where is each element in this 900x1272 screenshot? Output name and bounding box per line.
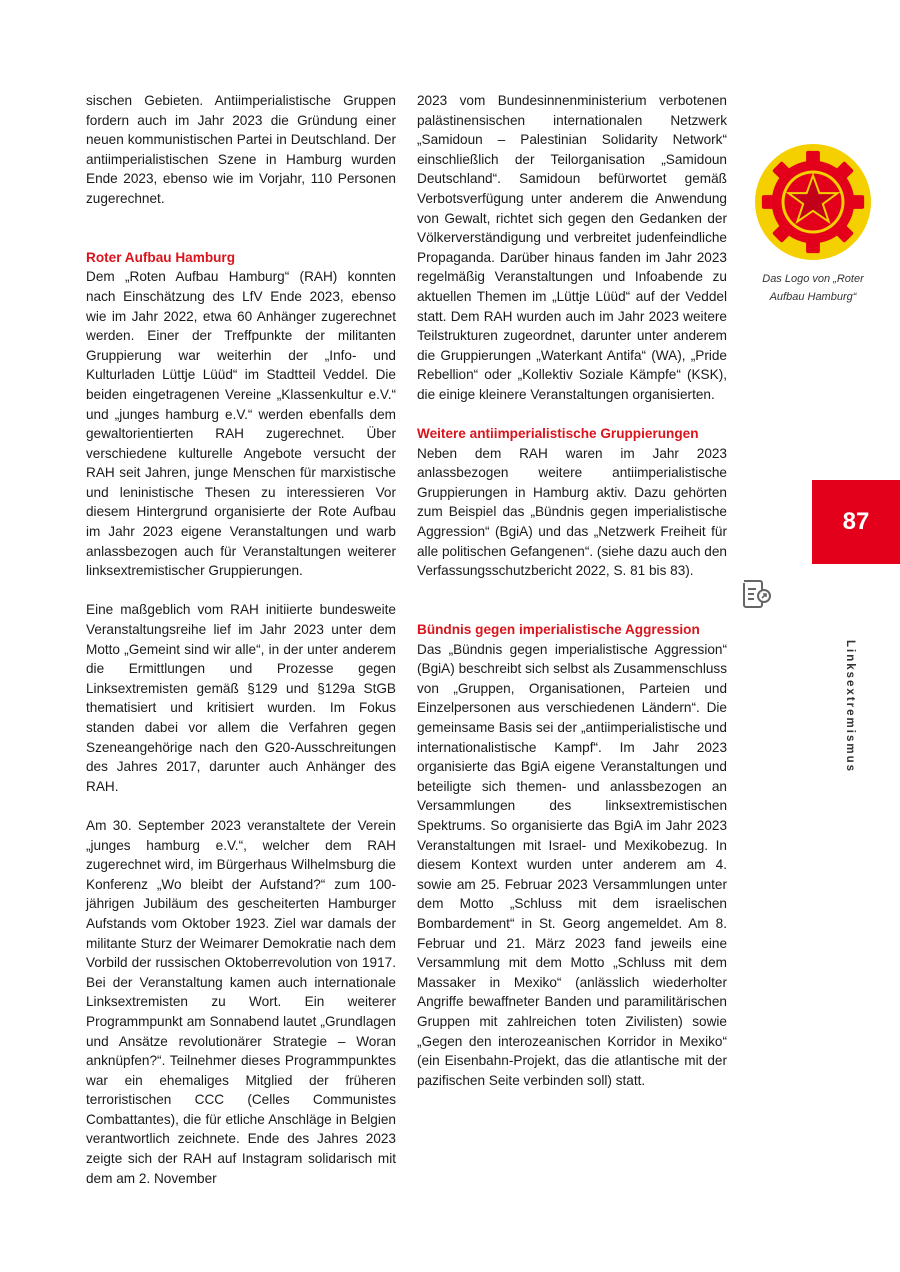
section-heading-bgia: Bündnis gegen imperialistische Aggression [417,622,700,638]
paragraph: Das „Bündnis gegen imperialistische Aggression“ (BgiA) beschreibt sich selbst als Zusammenschluss von „Gruppen, Organisationen, Parteien und Einzelpersonen aus verschiedenen Ländern“. Die gemeinsame Basis sei der „antiimperialistische und internationalistische Kampf“. Im Jahr 2023 organisierte das BgiA eigene Veranstaltungen und beteiligte sich themen- und anlassbezogen an Versammlungen des linksextremistischen Spektrums. So organisierte das BgiA im Jahr 2023 Veranstaltungen mit Israel- und Mexikobezug. In diesem Kontext wurden unter anderem am 4. sowie am 25. Februar 2023 Versammlungen unter dem Motto „Schluss mit dem israelischen Bombardement“ in St. Georg angemeldet. Am 8. Februar und 21. März 2023 fand jeweils eine Versammlung mit dem Motto „Schluss mit dem Massaker in Mexiko“ (anlässlich wiederholter Angriffe bewaffneter Banden und paramilitärischen Gruppen mit zahlreichen toten Zivilisten) sowie „Gegen den interozeanischen Korridor in Mexiko“ (ein Eisenbahn-Projekt, das die atlantische mit der pazifischen Seite verbinden soll) statt. [417,641,727,1088]
paragraph: Dem „Roten Aufbau Hamburg“ (RAH) konnten nach Einschätzung des LfV Ende 2023, ebenso wie im Jahr 2022, etwa 60 Anhänger zugerechnet werden. Einer der Treffpunkte der militanten Gruppierung war weiterhin der „Info- und Kulturladen Lüttje Lüüd“ im Stadtteil Veddel. Die beiden eingetragenen Vereine „Klassenkultur e.V.“ und „junges hamburg e.V.“ werden ebenfalls dem gewaltorientierten RAH zugerechnet. Über verschiedene kulturelle Angebote versucht der RAH seit Jahren, junge Menschen für marxistische und leninistische Thesen zu interessieren Vor diesem Hintergrund organisierte der Rote Aufbau im Jahr 2023 eigene Veranstaltungen und warb anlassbezogen auch für Veranstaltungen weiterer linksextremistischer Gruppierungen. [86,269,396,579]
section-heading-weitere-gruppierungen: Weitere antiimperialistische Gruppierungen [417,426,699,442]
section-label-text: Linksextremismus [844,640,856,773]
left-column [86,91,396,1208]
section-heading-roter-aufbau: Roter Aufbau Hamburg [86,249,236,265]
logo-caption: Das Logo von „Roter Aufbau Hamburg“ [762,273,864,303]
paragraph: Eine maßgeblich vom RAH initiierte bundesweite Veranstaltungsreihe lief im Jahr 2023 unter dem Motto „Gemeint sind wir alle“, in der unter anderem die Ermittlungen und Prozesse gegen Linksextremisten gemäß §129 und §129a StGB thematisiert und kritisiert wurden. Im Fokus standen dabei vor allem die Verfahren gegen Szeneangehörige nach den G20-Ausschreitungen des Jahres 2017, darunter auch Anhänger des RAH. [86,602,396,794]
document-link-icon[interactable] [739,577,773,611]
roter-aufbau-logo [754,143,872,261]
paragraph: sischen Gebieten. Antiimperialistische Gruppen fordern auch im Jahr 2023 die Gründung einer neuen kommunistischen Partei in Deutschland. Der antiimperialistischen Szene in Hamburg wurden Ende 2023, ebenso wie im Vorjahr, 110 Personen zugerechnet. [86,93,396,206]
paragraph: Am 30. September 2023 veranstaltete der Verein „junges hamburg e.V.“, welcher dem RAH zugerechnet wird, im Bürgerhaus Wilhelmsburg die Konferenz „Wo bleibt der Aufstand?“ zum 100-jährigen Jubiläum des gescheiterten Hamburger Aufstands vom Oktober 1923. Ziel war damals der militante Sturz der Weimarer Demokratie nach dem Vorbild der russischen Oktoberrevolution von 1917. Bei der Veranstaltung kamen auch internationale Linksextremisten zu Wort. Ein weiterer Programmpunkt am Sonnabend lautet „Grundlagen und Ansätze revolutionärer Strategie – Woran anknüpfen?“. Teilnehmer dieses Programmpunktes war ein ehemaliges Mitglied der früheren terroristischen CCC (Celles Communistes Combattantes), die für etliche Anschläge in Belgien verantwortlich zeichnete. Ende des Jahres 2023 zeigte sich der RAH auf Instagram solidarisch mit dem am 2. November [86,817,396,1186]
paragraph: Neben dem RAH waren im Jahr 2023 anlassbezogen weitere antiimperialistische Gruppierungen in Hamburg aktiv. Dazu gehörten zum Beispiel das „Bündnis gegen imperialistische Aggression“ (BgiA) und das „Netzwerk Freiheit für alle politischen Gefangenen“. (siehe dazu auch den Verfassungsschutzbericht 2022, S. 81 bis 83). [417,445,727,579]
paragraph: 2023 vom Bundesinnenministerium verbotenen palästinensischen internationalen Netzwerk „Samidoun – Palestinian Solidarity Network“ einschließlich der Teilorganisation „Samidoun Deutschland“. Samidoun befürwortet gemäß Verbotsverfügung unter anderem die Anwendung von Gewalt, richtet sich gegen den Gedanken der Völkerverständigung und verbreitet judenfeindliche Propaganda. Darüber hinaus fanden im Jahr 2023 regelmäßig Veranstaltungen und Infoabende zu aktuellen Themen im „Lüttje Lüüd“ auf der Veddel statt. Dem RAH wurden auch im Jahr 2023 weitere Teilstrukturen zugeordnet, darunter unter anderem die Gruppierungen „Waterkant Antifa“ (WA), „Pride Rebellion“ oder „Kollektiv Soziale Kämpfe“ (KSK), die einige kleinere Veranstaltungen organisierten. [417,93,727,402]
right-column [417,91,727,1110]
page-number: 87 [812,480,900,564]
